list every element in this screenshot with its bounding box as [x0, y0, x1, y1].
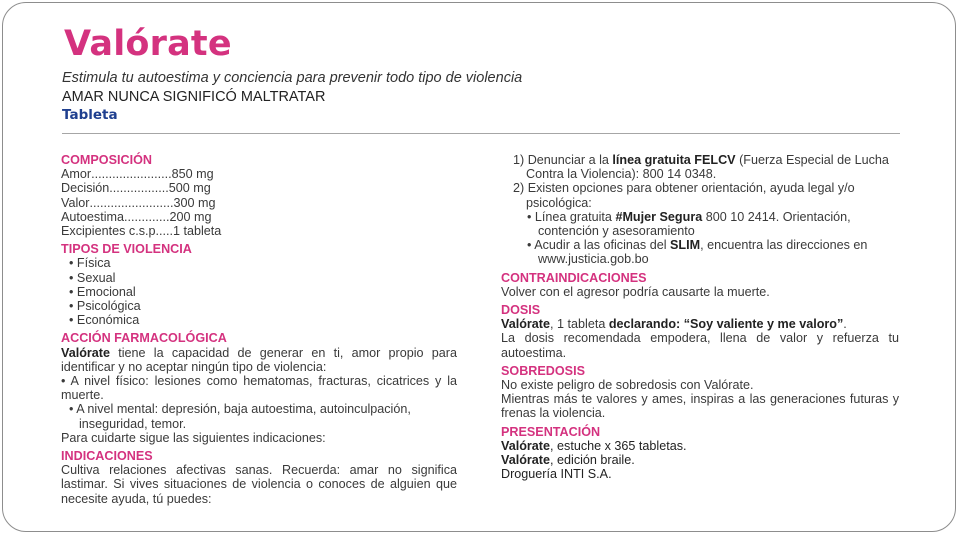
header-divider — [62, 133, 900, 134]
section-heading-contraindicaciones: CONTRAINDICACIONES — [501, 270, 647, 285]
product-tagline: AMAR NUNCA SIGNIFICÓ MALTRATAR — [62, 89, 326, 105]
indicacion-subitem-1: • Línea gratuita #Mujer Segura 800 10 2414. Orientación, — [527, 209, 851, 224]
right-column — [501, 153, 899, 481]
section-heading-tipos: TIPOS DE VIOLENCIA — [61, 242, 192, 257]
section-heading-dosis: DOSIS — [501, 303, 541, 318]
product-subtitle: Estimula tu autoestima y conciencia para prevenir todo tipo de violencia — [62, 70, 523, 86]
presentacion-line-3: Droguería INTI S.A. — [501, 467, 612, 482]
indicacion-item-1-cont: Contra la Violencia): 800 14 0348. — [526, 167, 717, 182]
sobredosis-line-1: No existe peligro de sobredosis con Valórate. — [501, 378, 754, 393]
dosis-text: La dosis recomendada empodera, llena de valor y refuerza tu autoestima. — [501, 331, 899, 360]
accion-intro: Valórate tiene la capacidad de generar en ti, amor propio para identificar y no aceptar ningún tipo de violencia: — [61, 345, 457, 374]
product-title: Valórate — [64, 24, 232, 64]
section-heading-accion: ACCIÓN FARMACOLÓGICA — [61, 331, 227, 346]
composition-row: Excipientes c.s.p. .... 1 tableta — [61, 224, 222, 239]
dosis-line: Valórate, 1 tableta declarando: “Soy valiente y me valoro”. — [501, 317, 847, 332]
composition-row: Valor ........................ 300 mg — [61, 195, 216, 210]
violence-type-item: • Sexual — [61, 271, 457, 285]
indicacion-subitem-2-cont: www.justicia.gob.bo — [538, 252, 649, 267]
accion-closing: Para cuidarte sigue las siguientes indicaciones: — [61, 430, 326, 445]
composition-row: Amor ....................... 850 mg — [61, 167, 214, 182]
product-form: Tableta — [62, 107, 118, 123]
section-heading-composicion: COMPOSICIÓN — [61, 153, 152, 167]
indicacion-subitem-1-cont: contención y asesoramiento — [538, 224, 695, 239]
section-heading-sobredosis: SOBREDOSIS — [501, 363, 585, 378]
presentacion-line-1: Valórate, estuche x 365 tabletas. — [501, 438, 687, 453]
indicacion-item-1: 1) Denunciar a la línea gratuita FELCV (Fuerza Especial de Lucha — [513, 153, 889, 167]
accion-fisico: • A nivel físico: lesiones como hematomas, fracturas, cicatrices y la muerte. — [61, 374, 457, 403]
accion-mental-cont: inseguridad, temor. — [79, 416, 187, 431]
indicaciones-text: Cultiva relaciones afectivas sanas. Recuerda: amar no significa lastimar. Si vives situaciones de violencia o conoces de alguien que necesite ayuda, tú puedes: — [61, 463, 457, 506]
indicacion-subitem-2: • Acudir a las oficinas del SLIM, encuentra las direcciones en — [527, 238, 868, 253]
violence-type-item: • Psicológica — [61, 299, 457, 313]
left-column — [61, 153, 457, 506]
composition-table — [61, 167, 457, 238]
violence-type-item: • Económica — [61, 313, 457, 327]
sobredosis-line-2: Mientras más te valores y ames, inspiras a las generaciones futuras y frenas la violencia. — [501, 392, 899, 421]
section-heading-presentacion: PRESENTACIÓN — [501, 424, 601, 439]
composition-row: Autoestima ............. 200 mg — [61, 209, 212, 224]
section-heading-indicaciones: INDICACIONES — [61, 449, 153, 464]
contraindicaciones-text: Volver con el agresor podría causarte la muerte. — [501, 284, 770, 299]
accion-mental: • A nivel mental: depresión, baja autoestima, autoinculpación, — [69, 402, 411, 417]
violence-type-item: • Física — [61, 256, 457, 270]
violence-type-item: • Emocional — [61, 285, 457, 299]
composition-row: Decisión ................. 500 mg — [61, 181, 211, 196]
indicacion-item-2-cont: psicológica: — [526, 195, 592, 210]
presentacion-line-2: Valórate, edición braile. — [501, 453, 635, 468]
indicacion-item-2: 2) Existen opciones para obtener orientación, ayuda legal y/o — [513, 181, 855, 196]
